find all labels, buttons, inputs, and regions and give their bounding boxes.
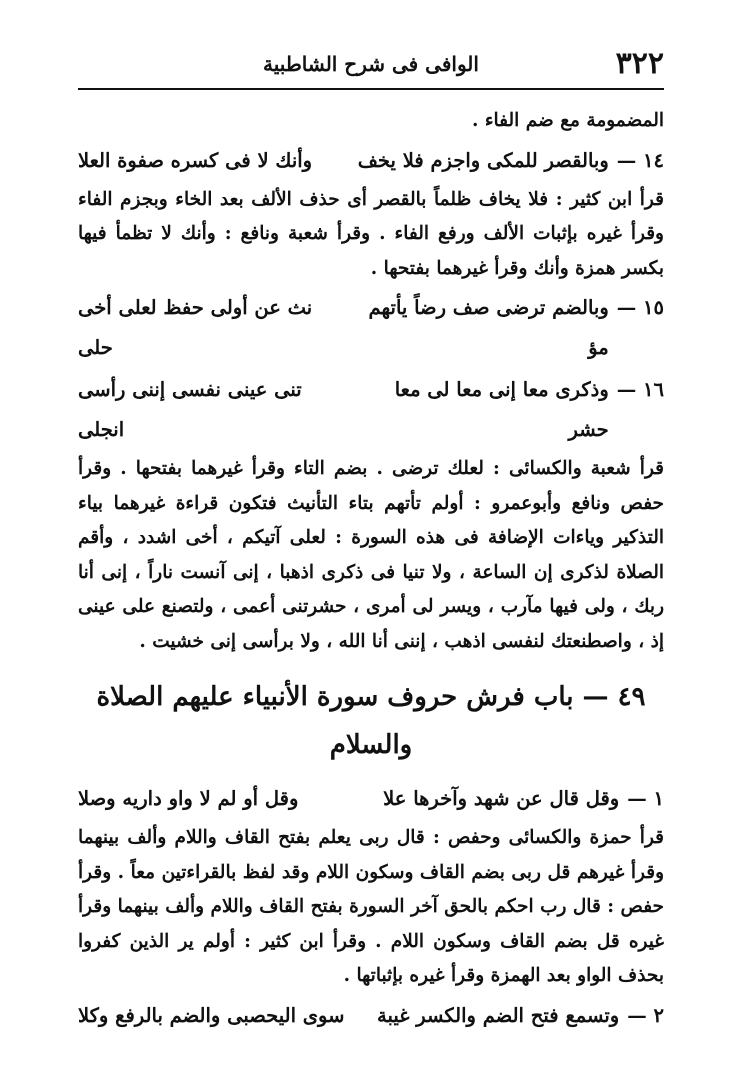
verse-line (78, 141, 664, 181)
verse-second-hemistich: تنى عينى نفسى إننى رأسى انجلى (78, 378, 302, 441)
verse-line (78, 779, 664, 819)
running-title: الوافى فى شرح الشاطبية (263, 52, 479, 76)
page-body (78, 100, 664, 1038)
paragraph: المضمومة مع ضم الفاء . (471, 110, 664, 131)
page-number: ٣٢٢ (615, 46, 664, 81)
verse-number: ٢ — (627, 1003, 664, 1027)
verse-number: ١٥ — (616, 296, 664, 319)
verse-line (78, 288, 664, 368)
verse-second-hemistich: وقل أو لم لا واو داريه وصلا (77, 787, 299, 810)
paragraph: قرأ شعبة والكسائى : لعلك ترضى . بضم التاء وقرأ غيرهما بفتحها . وقرأ حفص ونافع وأبوعمرو : أولم تأتهم بتاء التأنيث فتكون قراءة غيرهما بياء التذكير وياءات الإضافة فى هذه السورة : لعلى آتيكم ، أخى اشدد ، وأقم الصلاة لذكرى إن الساعة ، ولا تنيا فى ذكرى اذهبا ، إنى آنست ناراً ، إنى أنا ربك ، ولى فيها مآرب ، ويسر لى أمرى ، حشرتنى أعمى ، ولتصنع على عينى إذ ، واصطنعتك لنفسى اذهب ، إننى أنا الله ، ولا برأسى إنى خشيت . (78, 458, 664, 652)
verse-number: ١ — (627, 787, 664, 810)
section-heading: ٤٩ — باب فرش حروف سورة الأنبياء عليهم الصلاة والسلام (96, 682, 646, 760)
verse-number: ١٤ — (616, 148, 664, 172)
verse-first-hemistich: وتسمع فتح الضم والكسر غيبة (377, 1003, 620, 1027)
paragraph: قرأ حمزة والكسائى وحفص : قال ربى يعلم بفتح القاف واللام وألف بينهما وقرأ غيرهم قل ربى بضم القاف وسكون اللام وقد لفظ بالقراءتين معاً . وقرأ حفص : قال رب احكم بالحق آخر السورة بفتح القاف واللام وألف بينهما وقرأ غيره قل بضم القاف وسكون اللام . وقرأ ابن كثير : أولم ير الذين كفروا بحذف الواو بعد الهمزة وقرأ غيره بإثباتها . (78, 827, 664, 986)
verse-line (78, 370, 664, 450)
verse-second-hemistich: نث عن أولى حفظ لعلى أخى حلى (78, 296, 313, 359)
verse-number: ١٦ — (616, 378, 664, 401)
verse-first-hemistich: وبالضم ترضى صف رضاً يأتهم مؤ (368, 296, 609, 359)
verse-first-hemistich: وبالقصر للمكى واجزم فلا يخف (357, 148, 609, 172)
verse-line (78, 996, 664, 1036)
verse-first-hemistich: وذكرى معا إنى معا لى معا حشر (394, 378, 609, 441)
verse-second-hemistich: وأنك لا فى كسره صفوة العلا (77, 148, 313, 172)
verse-first-hemistich: وقل قال عن شهد وآخرها علا (383, 787, 620, 810)
verse-second-hemistich: سوى اليحصبى والضم بالرفع وكلا (77, 1003, 345, 1027)
running-header (78, 44, 664, 90)
paragraph: قرأ ابن كثير : فلا يخاف ظلماً بالقصر أى حذف الألف بعد الخاء وبجزم الفاء وقرأ غيره بإثبات الألف ورفع الفاء . وقرأ شعبة ونافع : وأنك لا تظمأ فيها بكسر همزة وأنك وقرأ غيرهما بفتحها . (78, 188, 664, 279)
